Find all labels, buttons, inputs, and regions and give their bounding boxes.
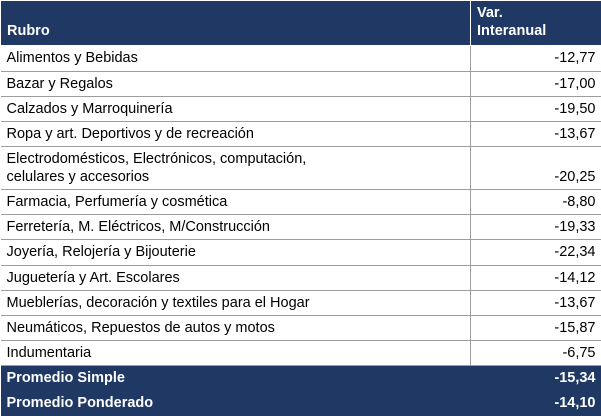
cell-rubro-line2: celulares y accesorios	[7, 168, 465, 186]
column-header-var-line1: Var.	[477, 5, 595, 23]
cell-rubro	[1, 146, 471, 189]
header-row	[1, 1, 601, 46]
cell-var-interanual: -13,67	[471, 290, 601, 315]
cell-rubro: Mueblerías, decoración y textiles para el Hogar	[1, 290, 471, 315]
cell-var-interanual: -22,34	[471, 240, 601, 265]
cell-rubro: Promedio Ponderado	[1, 391, 471, 416]
cell-var-interanual: -14,12	[471, 265, 601, 290]
cell-rubro: Alimentos y Bebidas	[1, 46, 471, 71]
table-body	[1, 46, 601, 416]
cell-var-interanual: -6,75	[471, 340, 601, 365]
table-row	[1, 46, 601, 71]
summary-row-promedio-ponderado	[1, 391, 601, 416]
table-row	[1, 121, 601, 146]
column-header-rubro: Rubro	[1, 1, 471, 46]
cell-var-interanual: -15,34	[471, 366, 601, 391]
column-header-var-interanual	[471, 1, 601, 46]
table-row	[1, 71, 601, 96]
cell-rubro: Juguetería y Art. Escolares	[1, 265, 471, 290]
cell-var-interanual: -20,25	[471, 146, 601, 189]
cell-rubro: Calzados y Marroquinería	[1, 96, 471, 121]
table-row	[1, 215, 601, 240]
cell-rubro: Farmacia, Perfumería y cosmética	[1, 190, 471, 215]
summary-row-promedio-simple	[1, 366, 601, 391]
column-header-var-line2: Interanual	[477, 23, 595, 41]
cell-rubro: Ferretería, M. Eléctricos, M/Construcción	[1, 215, 471, 240]
table-row	[1, 340, 601, 365]
cell-var-interanual: -15,87	[471, 315, 601, 340]
cell-var-interanual: -17,00	[471, 71, 601, 96]
cell-rubro: Neumáticos, Repuestos de autos y motos	[1, 315, 471, 340]
table-row	[1, 146, 601, 189]
cell-var-interanual: -19,50	[471, 96, 601, 121]
table-row	[1, 96, 601, 121]
cell-var-interanual: -13,67	[471, 121, 601, 146]
table-row	[1, 190, 601, 215]
table-row	[1, 315, 601, 340]
cell-var-interanual: -14,10	[471, 391, 601, 416]
cell-var-interanual: -12,77	[471, 46, 601, 71]
table-row	[1, 240, 601, 265]
cell-rubro: Bazar y Regalos	[1, 71, 471, 96]
cell-var-interanual: -19,33	[471, 215, 601, 240]
cell-rubro: Promedio Simple	[1, 366, 471, 391]
cell-rubro-line1: Electrodomésticos, Electrónicos, computación,	[7, 150, 465, 168]
table-row	[1, 290, 601, 315]
table-row	[1, 265, 601, 290]
table-header	[1, 1, 601, 46]
cell-var-interanual: -8,80	[471, 190, 601, 215]
cell-rubro: Joyería, Relojería y Bijouterie	[1, 240, 471, 265]
cell-rubro: Indumentaria	[1, 340, 471, 365]
cell-rubro: Ropa y art. Deportivos y de recreación	[1, 121, 471, 146]
